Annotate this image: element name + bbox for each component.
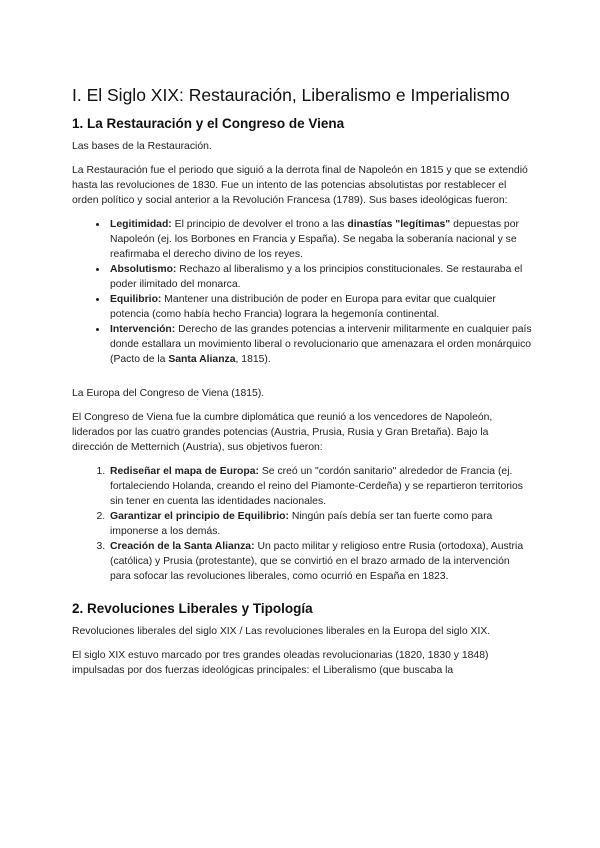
section-2-subtitle: Revoluciones liberales del siglo XIX / Las revoluciones liberales en la Europa del siglo XIX. bbox=[72, 626, 491, 637]
list-item-bold: dinastías "legítimas" bbox=[347, 219, 451, 230]
list-item-text: El principio de devolver el trono a las bbox=[171, 219, 348, 230]
section-1-intro: La Restauración fue el periodo que siguió a la derrota final de Napoleón en 1815 y que se extendió hasta las revoluciones de 1830. Fue un intento de las potencias absolutistas por restablecer el orden político y social anterior a la Revolución Francesa (1789). Sus bases ideológicas fueron: bbox=[72, 165, 528, 206]
list-item-term: Equilibrio: bbox=[110, 294, 162, 305]
list-item-term: Creación de la Santa Alianza: bbox=[110, 541, 255, 552]
list-item bbox=[108, 539, 532, 584]
ideological-bases-list bbox=[72, 217, 532, 367]
list-item bbox=[108, 464, 532, 509]
list-item-text: Se creó un "cordón sanitario" alrededor de Francia (ej. fortaleciendo Holanda, creando el reino del Piamonte-Cerdeña) y se repartieron territorios sin tener en cuenta las identidades nacionales. bbox=[110, 466, 523, 507]
list-item-term: Absolutismo: bbox=[110, 264, 177, 275]
list-item bbox=[108, 322, 532, 367]
list-item bbox=[108, 509, 532, 539]
section-2-heading: 2. Revoluciones Liberales y Tipología bbox=[72, 601, 313, 616]
list-item-text: Ningún país debía ser tan fuerte como para imponerse a los demás. bbox=[110, 511, 493, 537]
section-1-subtitle-2: La Europa del Congreso de Viena (1815). bbox=[72, 388, 265, 399]
section-1-heading: 1. La Restauración y el Congreso de Viena bbox=[72, 116, 345, 131]
list-item-term: Garantizar el principio de Equilibrio: bbox=[110, 511, 289, 522]
list-item-text: depuestas por Napoleón (ej. los Borbones en Francia y España). Se negaba la soberanía nacional y se reafirmaba el derecho divino de los reyes. bbox=[110, 219, 519, 260]
document-title: I. El Siglo XIX: Restauración, Liberalismo e Imperialismo bbox=[72, 85, 510, 105]
document-page bbox=[72, 84, 532, 687]
list-item-text: Rechazo al liberalismo y a los principios constitucionales. Se restauraba el poder ilimitado del monarca. bbox=[110, 264, 523, 290]
list-item bbox=[108, 262, 532, 292]
list-item bbox=[108, 292, 532, 322]
list-item-text: Derecho de las grandes potencias a intervenir militarmente en cualquier país donde estallara un movimiento liberal o revolucionario que amenazara el orden monárquico (Pacto de la bbox=[110, 324, 532, 365]
congress-intro: El Congreso de Viena fue la cumbre diplomática que reunió a los vencedores de Napoleón, liderados por las cuatro grandes potencias (Austria, Prusia, Rusia y Gran Bretaña). Bajo la dirección de Metternich (Austria), sus objetivos fueron: bbox=[72, 412, 493, 453]
list-item-text: Un pacto militar y religioso entre Rusia (ortodoxa), Austria (católica) y Prusia (protestante), que se convirtió en el brazo armado de la intervención para sofocar las revoluciones liberales, como ocurrió en España en 1823. bbox=[110, 541, 524, 582]
section-2-intro: El siglo XIX estuvo marcado por tres grandes oleadas revolucionarias (1820, 1830 y 1848) impulsadas por dos fuerzas ideológicas principales: el Liberalismo (que buscaba la bbox=[72, 650, 489, 676]
congress-objectives-list bbox=[72, 464, 532, 584]
list-item-text: Mantener una distribución de poder en Europa para evitar que cualquier potencia (como había hecho Francia) lograra la hegemonía continental. bbox=[110, 294, 496, 320]
list-item-text: , 1815). bbox=[235, 354, 271, 365]
section-1-subtitle: Las bases de la Restauración. bbox=[72, 141, 212, 152]
list-item-term: Intervención: bbox=[110, 324, 176, 335]
list-item-term: Rediseñar el mapa de Europa: bbox=[110, 466, 259, 477]
list-item-bold: Santa Alianza bbox=[168, 354, 236, 365]
list-item bbox=[108, 217, 532, 262]
list-item-term: Legitimidad: bbox=[110, 219, 172, 230]
